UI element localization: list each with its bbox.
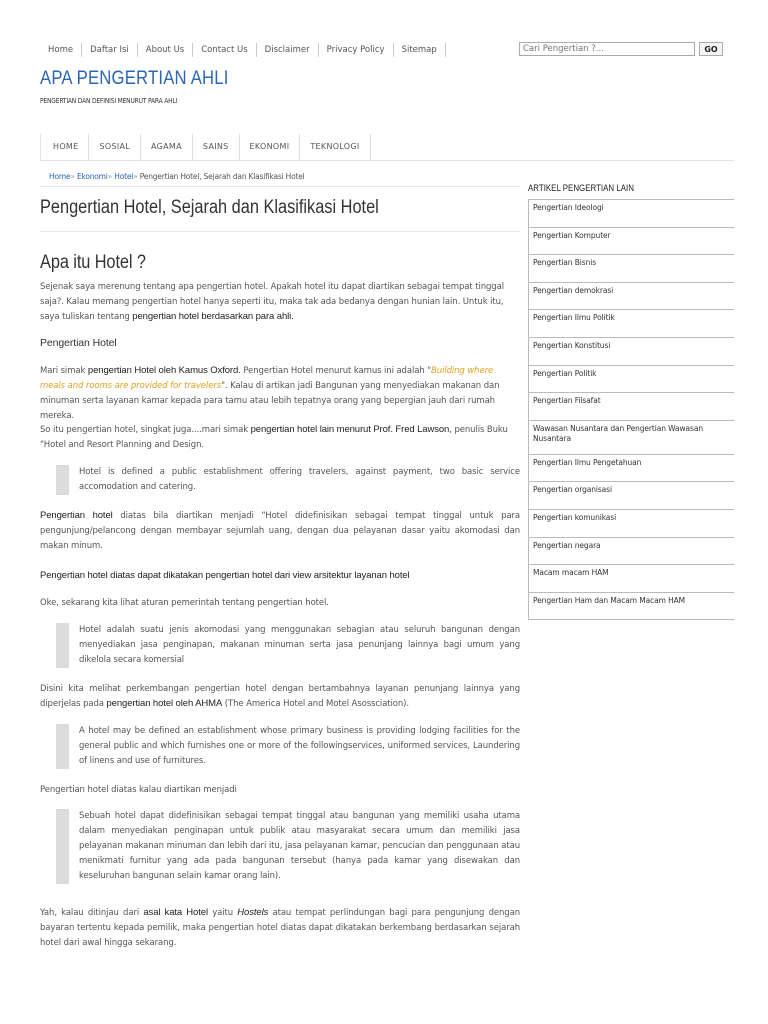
- keyword-link[interactable]: pengertian hotel berdasarkan para ahli.: [132, 310, 294, 322]
- blockquote: [40, 809, 520, 884]
- mainnav-teknologi[interactable]: TEKNOLOGI: [300, 134, 370, 160]
- site-title[interactable]: APA PENGERTIAN AHLI: [40, 68, 229, 89]
- breadcrumb-home[interactable]: Home: [49, 172, 71, 181]
- sidebar-item-konstitusi[interactable]: Pengertian Konstitusi: [528, 338, 734, 366]
- sidebar-item-demokrasi[interactable]: Pengertian demokrasi: [528, 283, 734, 311]
- paragraph-text: , penulis Buku "Hotel and Resort Planning and Design.: [40, 425, 508, 451]
- sidebar-item-komunikasi[interactable]: Pengertian komunikasi: [528, 510, 734, 538]
- breadcrumb-separator: »: [70, 172, 75, 181]
- keyword-link[interactable]: pengertian hotel lain menurut Prof. Fred Lawson: [250, 424, 450, 436]
- top-nav: [40, 42, 446, 58]
- blockquote: [40, 623, 520, 668]
- breadcrumb-hotel[interactable]: Hotel: [114, 172, 134, 181]
- translation-paragraph: Pengertian hotel diatas kalau diartikan menjadi: [40, 784, 237, 795]
- post-title: Pengertian Hotel, Sejarah dan Klasifikasi Hotel: [40, 197, 379, 218]
- paragraph-text: yaitu: [207, 908, 238, 919]
- paragraph-text: So itu pengertian hotel, singkat juga....mari simak: [40, 425, 251, 436]
- paragraph-text: diatas bila diartikan menjadi "Hotel didefinisikan sebagai tempat tinggal untuk para pengunjung/pelancong dengan membayar sejumlah uang, dengan dua pelayanan dasar yaitu akomodasi dan makan minum.: [40, 510, 520, 551]
- mainnav-sosial[interactable]: SOSIAL: [89, 134, 141, 160]
- search-input[interactable]: [519, 42, 695, 56]
- blockquote: [40, 724, 520, 769]
- quote-bar: [56, 724, 69, 769]
- breadcrumb-separator: »: [107, 172, 113, 181]
- sidebar-item-bisnis[interactable]: Pengertian Bisnis: [528, 255, 734, 283]
- sidebar-title: ARTIKEL PENGERTIAN LAIN: [528, 183, 634, 193]
- sidebar-item-wawasan-nusantara[interactable]: Wawasan Nusantara dan Pengertian Wawasan Nusantara: [528, 421, 734, 455]
- breadcrumb: [49, 172, 305, 181]
- definition-paragraph: [40, 509, 520, 553]
- title-divider: [40, 231, 520, 232]
- paragraph-text: (The America Hotel and Motel Asossciation).: [222, 698, 409, 709]
- mainnav-ekonomi[interactable]: EKONOMI: [240, 134, 301, 160]
- post-body: [40, 252, 520, 951]
- oxford-paragraph: [40, 364, 520, 423]
- mainnav-agama[interactable]: AGAMA: [141, 134, 193, 160]
- ahma-paragraph: [40, 682, 520, 712]
- topnav-sitemap[interactable]: Sitemap: [394, 43, 446, 57]
- quote-bar: [56, 809, 69, 884]
- government-paragraph: Oke, sekarang kita lihat aturan pemerintah tentang pengertian hotel.: [40, 598, 329, 609]
- nav-divider: [40, 160, 734, 161]
- quote-text: Hotel is defined a public establishment offering travelers, against payment, two basic service accomodation and catering.: [79, 466, 520, 492]
- breadcrumb-ekonomi[interactable]: Ekonomi: [76, 172, 108, 181]
- sidebar-item-negara[interactable]: Pengertian negara: [528, 538, 734, 566]
- quote-text: Hotel adalah suatu jenis akomodasi yang menggunakan sebagian atau seluruh bangunan dengan menyediakan jasa penginapan, makanan minuman serta jasa penunjang lainnya bagi umum yang dikelola secara komersial: [79, 624, 520, 665]
- keyword-link[interactable]: pengertian hotel oleh AHMA: [106, 697, 223, 709]
- topnav-privacy-policy[interactable]: Privacy Policy: [319, 43, 394, 57]
- paragraph-text: Sejenak saya merenung tentang apa pengertian hotel. Apakah hotel itu dapat diartikan sebagai tempat tinggal saja?. Kalau memang pengertian hotel hanya seperti itu, maka tak ada bedanya dengan hunian lain. Untuk itu, saya tuliskan tentang: [40, 282, 504, 322]
- topnav-home[interactable]: Home: [40, 43, 82, 57]
- paragraph-text: . Pengertian Hotel menurut kamus ini adalah ": [238, 366, 432, 377]
- keyword-link[interactable]: Pengertian hotel: [40, 509, 113, 521]
- mainnav-home[interactable]: HOME: [41, 134, 89, 160]
- intro-paragraph: [40, 280, 520, 324]
- topnav-daftar-isi[interactable]: Daftar Isi: [82, 43, 138, 57]
- subheading-pengertian-hotel: Pengertian Hotel: [40, 337, 117, 350]
- topnav-about-us[interactable]: About Us: [138, 43, 193, 57]
- subheading-view-arsitektur: Pengertian hotel diatas dapat dikatakan pengertian hotel dari view arsitektur layanan hotel: [40, 570, 410, 582]
- section-heading: Apa itu Hotel ?: [40, 252, 146, 273]
- paragraph-text: Mari simak: [40, 366, 88, 377]
- search-form: [519, 42, 723, 56]
- sidebar-item-ham[interactable]: Pengertian Ham dan Macam Macam HAM: [528, 593, 734, 621]
- keyword-link[interactable]: asal kata Hotel: [143, 907, 208, 919]
- quote-highlight: Building where meals and rooms are provided for travelers: [40, 366, 494, 391]
- breadcrumb-separator: »: [133, 172, 138, 181]
- sidebar-item-filsafat[interactable]: Pengertian Filsafat: [528, 393, 734, 421]
- etymology-paragraph: [40, 906, 520, 950]
- quote-bar: [56, 623, 69, 668]
- paragraph-text: ". Kalau di artikan jadi Bangunan yang menyediakan makanan dan minuman serta layanan kamar kepada para tamu atau lebih tepatnya orang yang bepergian jauh dari rumah mereka.: [40, 380, 500, 421]
- paragraph-text: Disini kita melihat perkembangan pengertian hotel dengan bertambahnya layanan penunjang lainnya yang diperjelas pada: [40, 683, 520, 709]
- keyword-link[interactable]: Hostels: [237, 907, 269, 919]
- sidebar-item-macam-ham[interactable]: Macam macam HAM: [528, 565, 734, 593]
- quote-text: Sebuah hotel dapat didefinisikan sebagai tempat tinggal atau bangunan yang memiliki usaha utama dalam menyediakan penginapan untuk publik atau masyarakat secara umum dan memiliki jasa pelayanan makanan minuman dan lebih dari itu, jasa pelayanan kamar, pencucian dan penggunaan atau menikmati furnitur yang ada pada bangunan tersebut (hanya pada kamar yang disewakan dan keseluruhan bangunan selain kamar orang lain).: [79, 811, 520, 882]
- quote-bar: [56, 465, 69, 495]
- topnav-contact-us[interactable]: Contact Us: [193, 43, 256, 57]
- sidebar-item-ilmu-politik[interactable]: Pengertian Ilmu Politik: [528, 310, 734, 338]
- sidebar-item-ideologi[interactable]: Pengertian Ideologi: [528, 200, 734, 228]
- sidebar: [528, 183, 734, 620]
- quote-text: A hotel may be defined an establishment whose primary business is providing lodging facilities for the general public and which furnishes one or more of the followingservices, uniformed services, Laundering of linens and use of furnitures.: [79, 725, 520, 766]
- blockquote: [40, 465, 520, 495]
- breadcrumb-divider: [40, 186, 520, 187]
- mainnav-sains[interactable]: SAINS: [193, 134, 240, 160]
- search-go-button[interactable]: GO: [699, 42, 723, 56]
- site-tagline: PENGERTIAN DAN DEFINISI MENURUT PARA AHLI: [40, 97, 178, 105]
- paragraph-text: atau tempat perlindungan bagi para pengunjung dengan bayaran tertentu kepada pemilik, maka pengertian hotel diatas dapat dikatakan berkembang berdasarkan sejarah hotel dari awal hingga sekarang.: [40, 908, 520, 948]
- lawson-paragraph: [40, 423, 520, 453]
- sidebar-item-politik[interactable]: Pengertian Politik: [528, 366, 734, 394]
- main-nav: [40, 134, 371, 160]
- sidebar-item-ilmu-pengetahuan[interactable]: Pengertian Ilmu Pengetahuan: [528, 455, 734, 483]
- sidebar-item-komputer[interactable]: Pengertian Komputer: [528, 228, 734, 256]
- sidebar-list: [528, 199, 734, 620]
- breadcrumb-current: Pengertian Hotel, Sejarah dan Klasifikasi Hotel: [139, 172, 305, 181]
- paragraph-text: Yah, kalau ditinjau dari: [40, 908, 144, 919]
- sidebar-item-organisasi[interactable]: Pengertian organisasi: [528, 482, 734, 510]
- keyword-link[interactable]: pengertian Hotel oleh Kamus Oxford: [87, 365, 239, 377]
- topnav-disclaimer[interactable]: Disclaimer: [257, 43, 319, 57]
